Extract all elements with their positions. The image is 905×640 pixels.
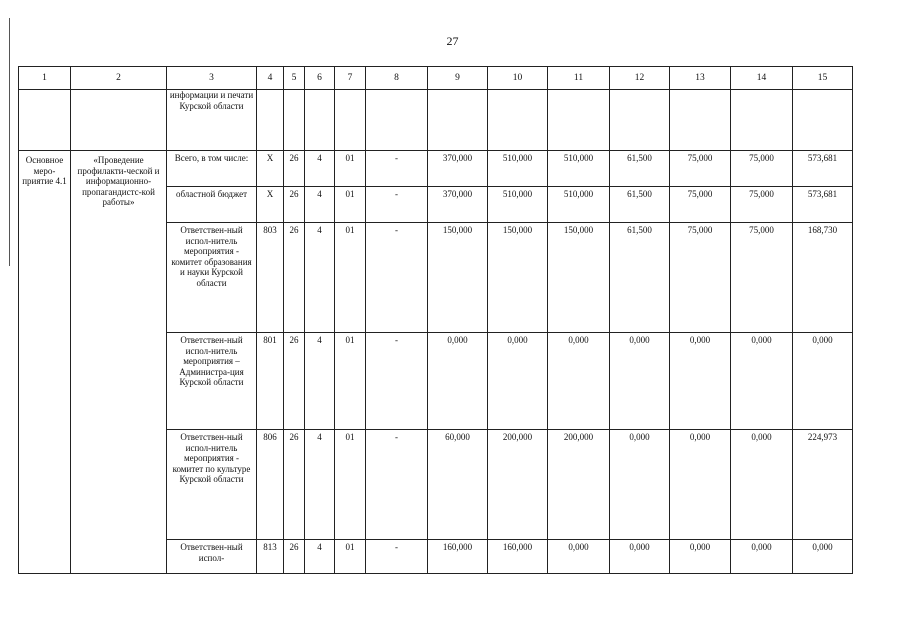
cell-col5: 26 (284, 187, 305, 223)
cell-col14: 75,000 (731, 187, 793, 223)
cell-col4: X (257, 151, 284, 187)
cell-col12: 61,500 (610, 223, 670, 333)
cell-col13: 75,000 (670, 223, 731, 333)
cell-col11: 510,000 (548, 151, 610, 187)
cell-col6: 4 (305, 333, 335, 430)
cell-col8: - (366, 223, 428, 333)
header-cell-3: 3 (167, 67, 257, 90)
cell-responsible-continuation: информации и печати Курской области (167, 90, 257, 151)
page-number: 27 (446, 34, 459, 48)
row-label: областной бюджет (167, 187, 257, 223)
activity-number-cell: Основное меро-приятие 4.1 (19, 151, 71, 574)
cell-col6: 4 (305, 540, 335, 574)
cell-col10: 0,000 (488, 333, 548, 430)
cell-empty (71, 90, 167, 151)
cell-col14: 0,000 (731, 540, 793, 574)
cell-col11: 150,000 (548, 223, 610, 333)
header-cell-4: 4 (257, 67, 284, 90)
cell-col15: 573,681 (793, 187, 853, 223)
header-cell-14: 14 (731, 67, 793, 90)
cell-col9: 0,000 (428, 333, 488, 430)
cell-col15: 168,730 (793, 223, 853, 333)
cell-col12: 0,000 (610, 333, 670, 430)
cell-col11: 510,000 (548, 187, 610, 223)
cell-col15: 0,000 (793, 333, 853, 430)
cell-col14: 75,000 (731, 151, 793, 187)
header-cell-7: 7 (335, 67, 366, 90)
cell-col13: 0,000 (670, 430, 731, 540)
activity-title-cell: «Проведение профилакти-ческой и информационно-пропагандистс-кой работы» (71, 151, 167, 574)
cell-col4: 806 (257, 430, 284, 540)
cell-col8: - (366, 540, 428, 574)
cell-col4: X (257, 187, 284, 223)
cell-col5: 26 (284, 151, 305, 187)
cell-col5: 26 (284, 540, 305, 574)
cell-col9: 60,000 (428, 430, 488, 540)
header-cell-1: 1 (19, 67, 71, 90)
header-cell-2: 2 (71, 67, 167, 90)
left-margin-line (9, 18, 10, 266)
cell-col10: 510,000 (488, 151, 548, 187)
cell-col7: 01 (335, 151, 366, 187)
cell-col10: 160,000 (488, 540, 548, 574)
cell-col15: 0,000 (793, 540, 853, 574)
cell-col7: 01 (335, 223, 366, 333)
cell-col13: 0,000 (670, 540, 731, 574)
cell-col13: 75,000 (670, 187, 731, 223)
cell-col11: 200,000 (548, 430, 610, 540)
cell-col9: 150,000 (428, 223, 488, 333)
cell-col6: 4 (305, 151, 335, 187)
cell-col12: 0,000 (610, 430, 670, 540)
header-cell-9: 9 (428, 67, 488, 90)
cell-col8: - (366, 151, 428, 187)
table-row-continuation (19, 90, 853, 151)
cell-col10: 200,000 (488, 430, 548, 540)
cell-col5: 26 (284, 333, 305, 430)
cell-col6: 4 (305, 187, 335, 223)
header-row (19, 67, 853, 90)
cell-col12: 61,500 (610, 187, 670, 223)
cell-col9: 160,000 (428, 540, 488, 574)
header-cell-12: 12 (610, 67, 670, 90)
cell-col8: - (366, 333, 428, 430)
cell-col8: - (366, 187, 428, 223)
cell-col13: 75,000 (670, 151, 731, 187)
cell-col10: 510,000 (488, 187, 548, 223)
header-cell-6: 6 (305, 67, 335, 90)
cell-empty (19, 90, 71, 151)
row-label: Ответствен-ный испол- (167, 540, 257, 574)
cell-col7: 01 (335, 333, 366, 430)
header-cell-5: 5 (284, 67, 305, 90)
cell-col6: 4 (305, 430, 335, 540)
cell-col7: 01 (335, 540, 366, 574)
cell-col9: 370,000 (428, 151, 488, 187)
cell-col5: 26 (284, 430, 305, 540)
header-cell-15: 15 (793, 67, 853, 90)
cell-col15: 573,681 (793, 151, 853, 187)
header-cell-11: 11 (548, 67, 610, 90)
cell-col8: - (366, 430, 428, 540)
cell-col15: 224,973 (793, 430, 853, 540)
header-cell-8: 8 (366, 67, 428, 90)
budget-table (18, 66, 853, 574)
row-label: Всего, в том числе: (167, 151, 257, 187)
row-label: Ответствен-ный испол-нитель мероприятия – Администра-ция Курской области (167, 333, 257, 430)
row-label: Ответствен-ный испол-нитель мероприятия - комитет образования и науки Курской области (167, 223, 257, 333)
cell-col5: 26 (284, 223, 305, 333)
row-label: Ответствен-ный испол-нитель мероприятия - комитет по культуре Курской области (167, 430, 257, 540)
cell-col6: 4 (305, 223, 335, 333)
cell-col11: 0,000 (548, 540, 610, 574)
cell-col10: 150,000 (488, 223, 548, 333)
cell-col12: 61,500 (610, 151, 670, 187)
cell-col7: 01 (335, 430, 366, 540)
cell-col14: 75,000 (731, 223, 793, 333)
cell-col7: 01 (335, 187, 366, 223)
cell-col13: 0,000 (670, 333, 731, 430)
cell-col4: 803 (257, 223, 284, 333)
cell-col4: 813 (257, 540, 284, 574)
cell-col14: 0,000 (731, 333, 793, 430)
cell-col4: 801 (257, 333, 284, 430)
cell-col12: 0,000 (610, 540, 670, 574)
header-cell-13: 13 (670, 67, 731, 90)
cell-col11: 0,000 (548, 333, 610, 430)
header-cell-10: 10 (488, 67, 548, 90)
table-row-total (19, 151, 853, 187)
cell-col9: 370,000 (428, 187, 488, 223)
cell-col14: 0,000 (731, 430, 793, 540)
